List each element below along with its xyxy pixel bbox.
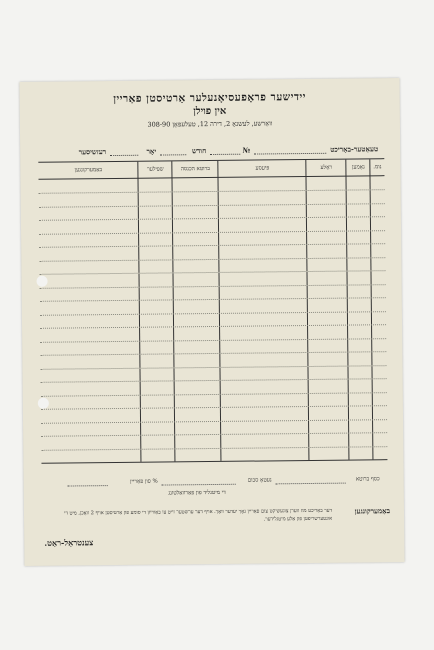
table-row-rule (41, 446, 387, 451)
remarks-text: דער באַריכט מוז ווערן צוגעשיקט צום פאַריין נאָך יעדער וואָך. אויף דער ערשטער זייט צו באַווייזן די סומע פון אַרטיסטן אויף 2 וואָכן, מיט די אונטערשריפטן פון אַלע מיטגלידער. (64, 507, 333, 523)
remarks-title: באַמערקונגען (354, 506, 391, 516)
totals-line (44, 476, 386, 485)
table-row-rule (40, 284, 386, 289)
table-row-rule (39, 270, 385, 275)
column-divider (369, 159, 373, 459)
table-row-rule (40, 351, 386, 356)
gross-blank (276, 483, 346, 485)
document-sheet (19, 78, 404, 566)
org-address: וואַרשע, לעשנאָ 2, דירה 12, טעלעפאָן 308-90 (147, 119, 273, 129)
table-row-rule (39, 257, 385, 262)
column-divider (171, 161, 175, 461)
table-row-rule (39, 230, 385, 235)
table-row-rule (40, 338, 386, 343)
column-header-nr: נומ. (370, 159, 384, 176)
table-row-rule (41, 419, 387, 424)
theater-blank (254, 153, 326, 155)
table-row-rule (40, 324, 386, 329)
table-row-rule (40, 365, 386, 370)
year-blank (110, 155, 138, 156)
number-blank (210, 154, 240, 155)
net-label: נעטאָ סכום (247, 477, 272, 484)
column-header-play: פּיעסע (218, 160, 306, 178)
percent-label: % פון פאַריין (130, 478, 158, 485)
column-divider (345, 160, 349, 460)
table-row-rule (40, 311, 386, 316)
signature-line (44, 488, 386, 497)
report-meta-line (40, 144, 382, 157)
report-table (38, 158, 387, 464)
table-row-rule (41, 432, 387, 437)
table-row-rule (39, 189, 385, 194)
column-header-income: ברוטא הכנסה (172, 161, 218, 178)
org-region: אין פוילן (193, 105, 227, 118)
number-label: № (242, 145, 251, 155)
column-divider (217, 161, 221, 461)
org-name: יידישער פראָפעסיאָנעלער אַרטיסטן פאַריין (113, 91, 307, 106)
table-row-rule (41, 392, 387, 397)
column-header-share: שפּילער (138, 161, 172, 178)
table-row-rule (41, 378, 387, 383)
net-blank (162, 484, 236, 486)
table-row-rule (39, 203, 385, 208)
table-row-rule (39, 216, 385, 221)
month-blank (160, 154, 186, 155)
table-row-rule (41, 405, 387, 410)
central-council-signature: צענטראַל-ראַט. (44, 537, 94, 548)
director-label: רעזשיסער (78, 147, 107, 157)
month-label: חודש (191, 146, 207, 156)
table-row-rule (40, 297, 386, 302)
letterhead (20, 90, 400, 130)
theater-label: טעאַטער-באַריכט (330, 144, 379, 154)
column-header-names: נאָמען (346, 159, 370, 176)
table-row-rule (39, 243, 385, 248)
column-divider (305, 160, 309, 460)
column-header-notes: באַמערקונגען (38, 162, 138, 180)
percent-blank (68, 485, 108, 486)
year-label: יאָר (146, 146, 157, 156)
gross-label: כסף ברוטא (355, 476, 380, 483)
remarks-block (40, 506, 391, 523)
column-divider (137, 162, 141, 462)
column-header-roles: ראָלע (306, 160, 346, 177)
signature-label: די מיטגליד פון פאַרוואַלטונג (168, 489, 226, 497)
